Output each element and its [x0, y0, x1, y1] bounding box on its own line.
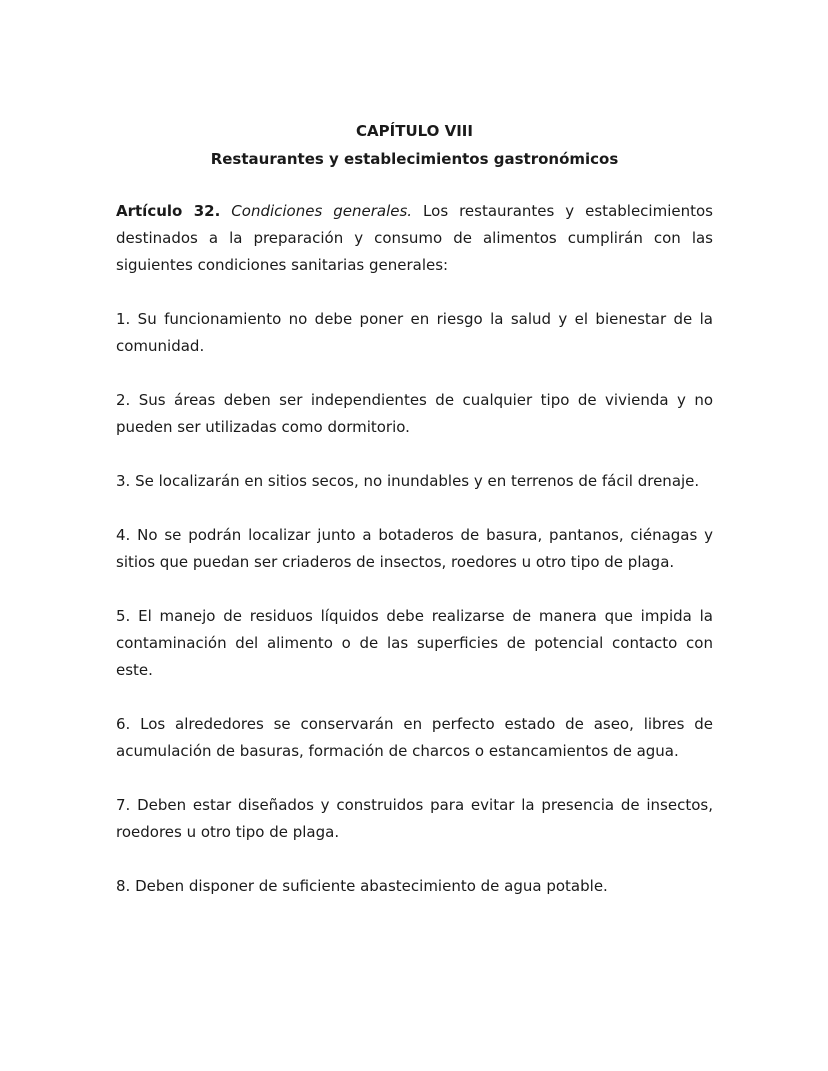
chapter-subtitle: Restaurantes y establecimientos gastronómicos	[210, 150, 619, 168]
document-page	[116, 120, 713, 900]
list-item: 5. El manejo de residuos líquidos debe realizarse de manera que impida la contaminación del alimento o de las superficies de potencial contacto con este.	[116, 607, 713, 679]
list-item: 3. Se localizarán en sitios secos, no inundables y en terrenos de fácil drenaje.	[116, 472, 700, 490]
list-item: 8. Deben disponer de suficiente abastecimiento de agua potable.	[116, 877, 608, 895]
article-paragraph	[116, 198, 713, 279]
article-heading: Condiciones generales.	[231, 202, 413, 220]
list-item: 4. No se podrán localizar junto a botaderos de basura, pantanos, ciénagas y sitios que puedan ser criaderos de insectos, roedores u otro tipo de plaga.	[116, 526, 713, 571]
article-body: Los restaurantes y establecimientos destinados a la preparación y consumo de alimentos cumplirán con las siguientes condiciones sanitarias generales:	[116, 202, 713, 274]
list-item: 1. Su funcionamiento no debe poner en riesgo la salud y el bienestar de la comunidad.	[116, 310, 713, 355]
list-item: 6. Los alrededores se conservarán en perfecto estado de aseo, libres de acumulación de basuras, formación de charcos o estancamientos de agua.	[116, 715, 713, 760]
list-item: 2. Sus áreas deben ser independientes de cualquier tipo de vivienda y no pueden ser utilizadas como dormitorio.	[116, 391, 713, 436]
list-item: 7. Deben estar diseñados y construidos para evitar la presencia de insectos, roedores u otro tipo de plaga.	[116, 796, 713, 841]
article-label: Artículo 32.	[116, 202, 221, 220]
chapter-title: CAPÍTULO VIII	[356, 122, 473, 140]
